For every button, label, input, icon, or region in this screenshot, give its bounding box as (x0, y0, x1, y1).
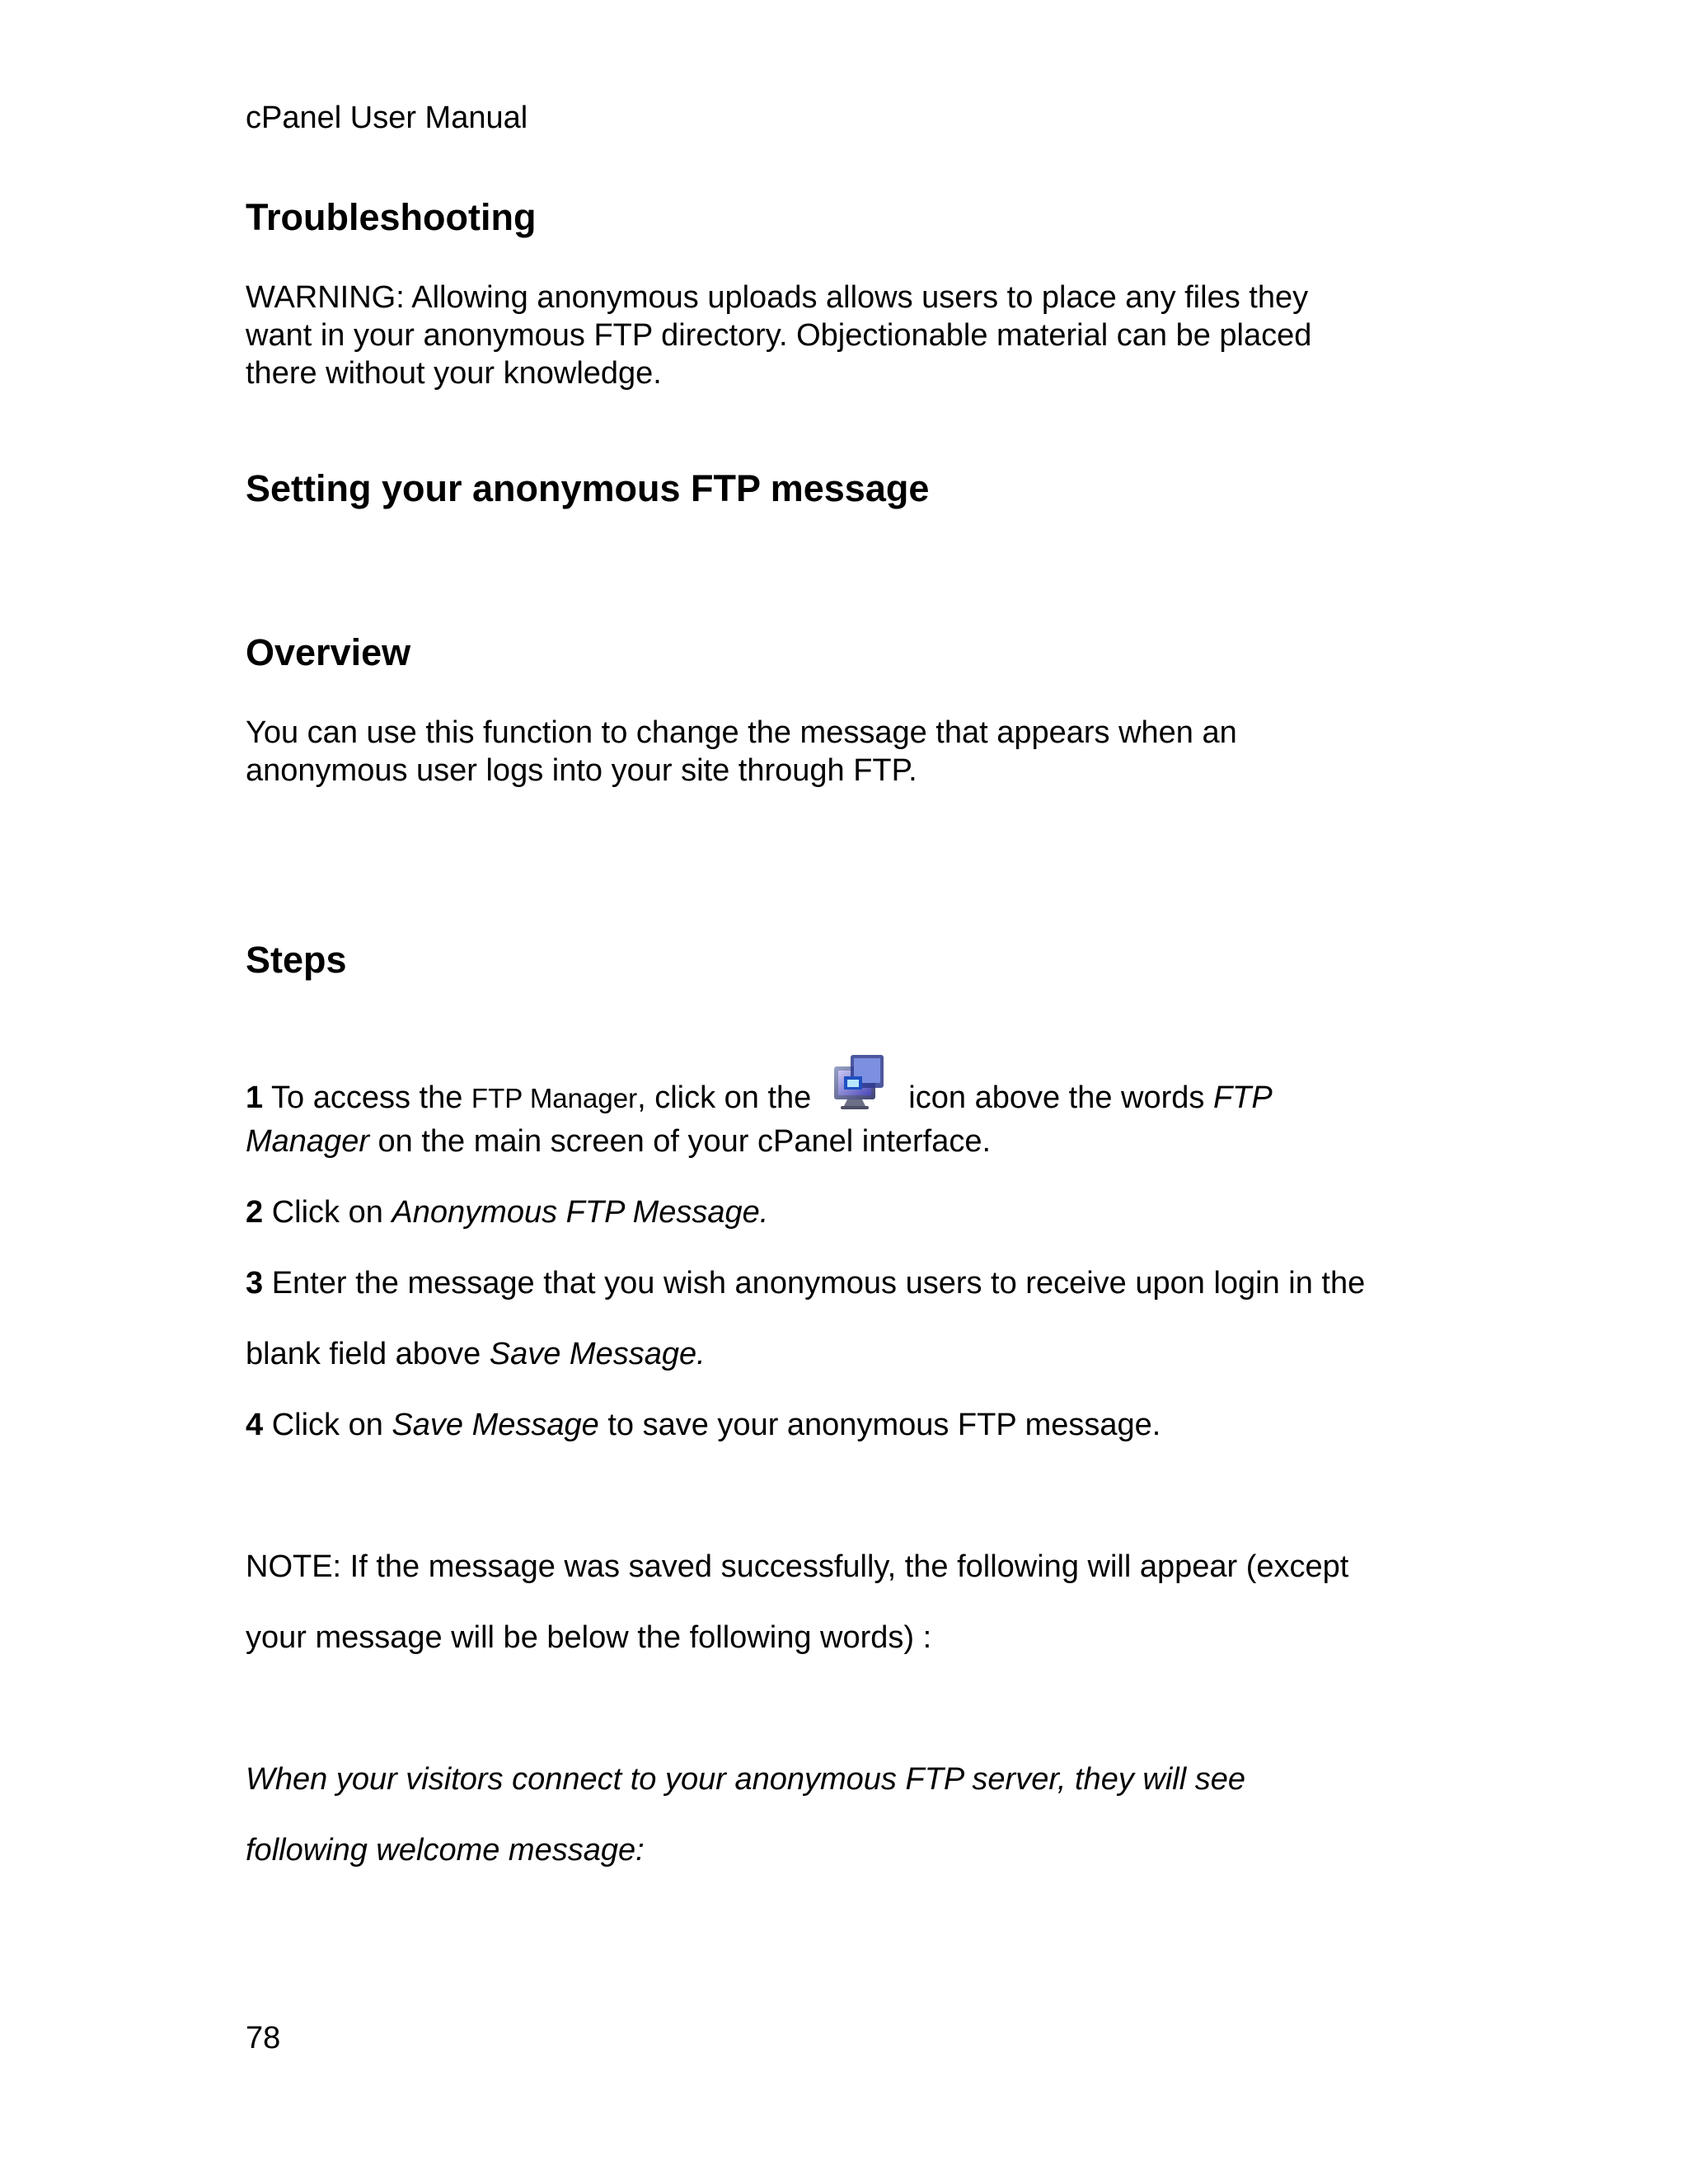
ftp-manager-icon (829, 1052, 890, 1113)
step-italic: Save Message (392, 1408, 599, 1442)
quote-line-1: When your visitors connect to your anonymous FTP server, they will see (246, 1762, 1245, 1797)
step-italic: Anonymous FTP Message. (392, 1195, 769, 1230)
step-number: 1 (246, 1080, 264, 1115)
step-number: 4 (246, 1408, 264, 1442)
note-line-2: your message will be below the following words) : (246, 1620, 932, 1655)
note-line-1: NOTE: If the message was saved successfully, the following will appear (except (246, 1549, 1349, 1584)
overview-paragraph (246, 714, 1465, 790)
step-text: blank field above (246, 1337, 490, 1371)
step-text: on the main screen of your cPanel interface. (368, 1124, 992, 1159)
step-text: To access the (263, 1080, 471, 1115)
overview-line: You can use this function to change the message that appears when an (246, 715, 1237, 750)
step-text: icon above the words (908, 1080, 1213, 1115)
troubleshooting-heading: Troubleshooting (246, 196, 537, 238)
warning-line: there without your knowledge. (246, 356, 662, 391)
overview-heading: Overview (246, 631, 411, 673)
step-3-line-1 (246, 1264, 1365, 1302)
step-text: Click on (263, 1195, 392, 1230)
step-number: 3 (246, 1266, 264, 1301)
page-number: 78 (246, 2021, 281, 2055)
step-2 (246, 1193, 768, 1231)
step-text: Click on (263, 1408, 392, 1442)
step-1-line-2 (246, 1122, 991, 1160)
step-text: to save your anonymous FTP message. (598, 1408, 1161, 1442)
ftp-manager-label: FTP Manager (471, 1083, 638, 1113)
overview-line: anonymous user logs into your site through FTP. (246, 753, 917, 788)
step-1-line-1 (246, 1052, 1273, 1118)
steps-heading: Steps (246, 939, 347, 981)
step-4 (246, 1406, 1160, 1444)
section-heading: Setting your anonymous FTP message (246, 467, 930, 509)
warning-paragraph (246, 279, 1465, 392)
step-3-line-2 (246, 1335, 706, 1373)
warning-line: want in your anonymous FTP directory. Objectionable material can be placed (246, 318, 1312, 353)
running-header: cPanel User Manual (246, 101, 528, 135)
warning-line: WARNING: Allowing anonymous uploads allows users to place any files they (246, 280, 1309, 315)
quote-line-2: following welcome message: (246, 1833, 645, 1868)
step-italic: Manager (246, 1124, 369, 1159)
step-text: , click on the (637, 1080, 812, 1115)
step-italic: FTP (1212, 1080, 1273, 1115)
step-italic: Save Message. (489, 1337, 706, 1371)
step-text: Enter the message that you wish anonymous users to receive upon login in the (263, 1266, 1366, 1301)
step-number: 2 (246, 1195, 264, 1230)
